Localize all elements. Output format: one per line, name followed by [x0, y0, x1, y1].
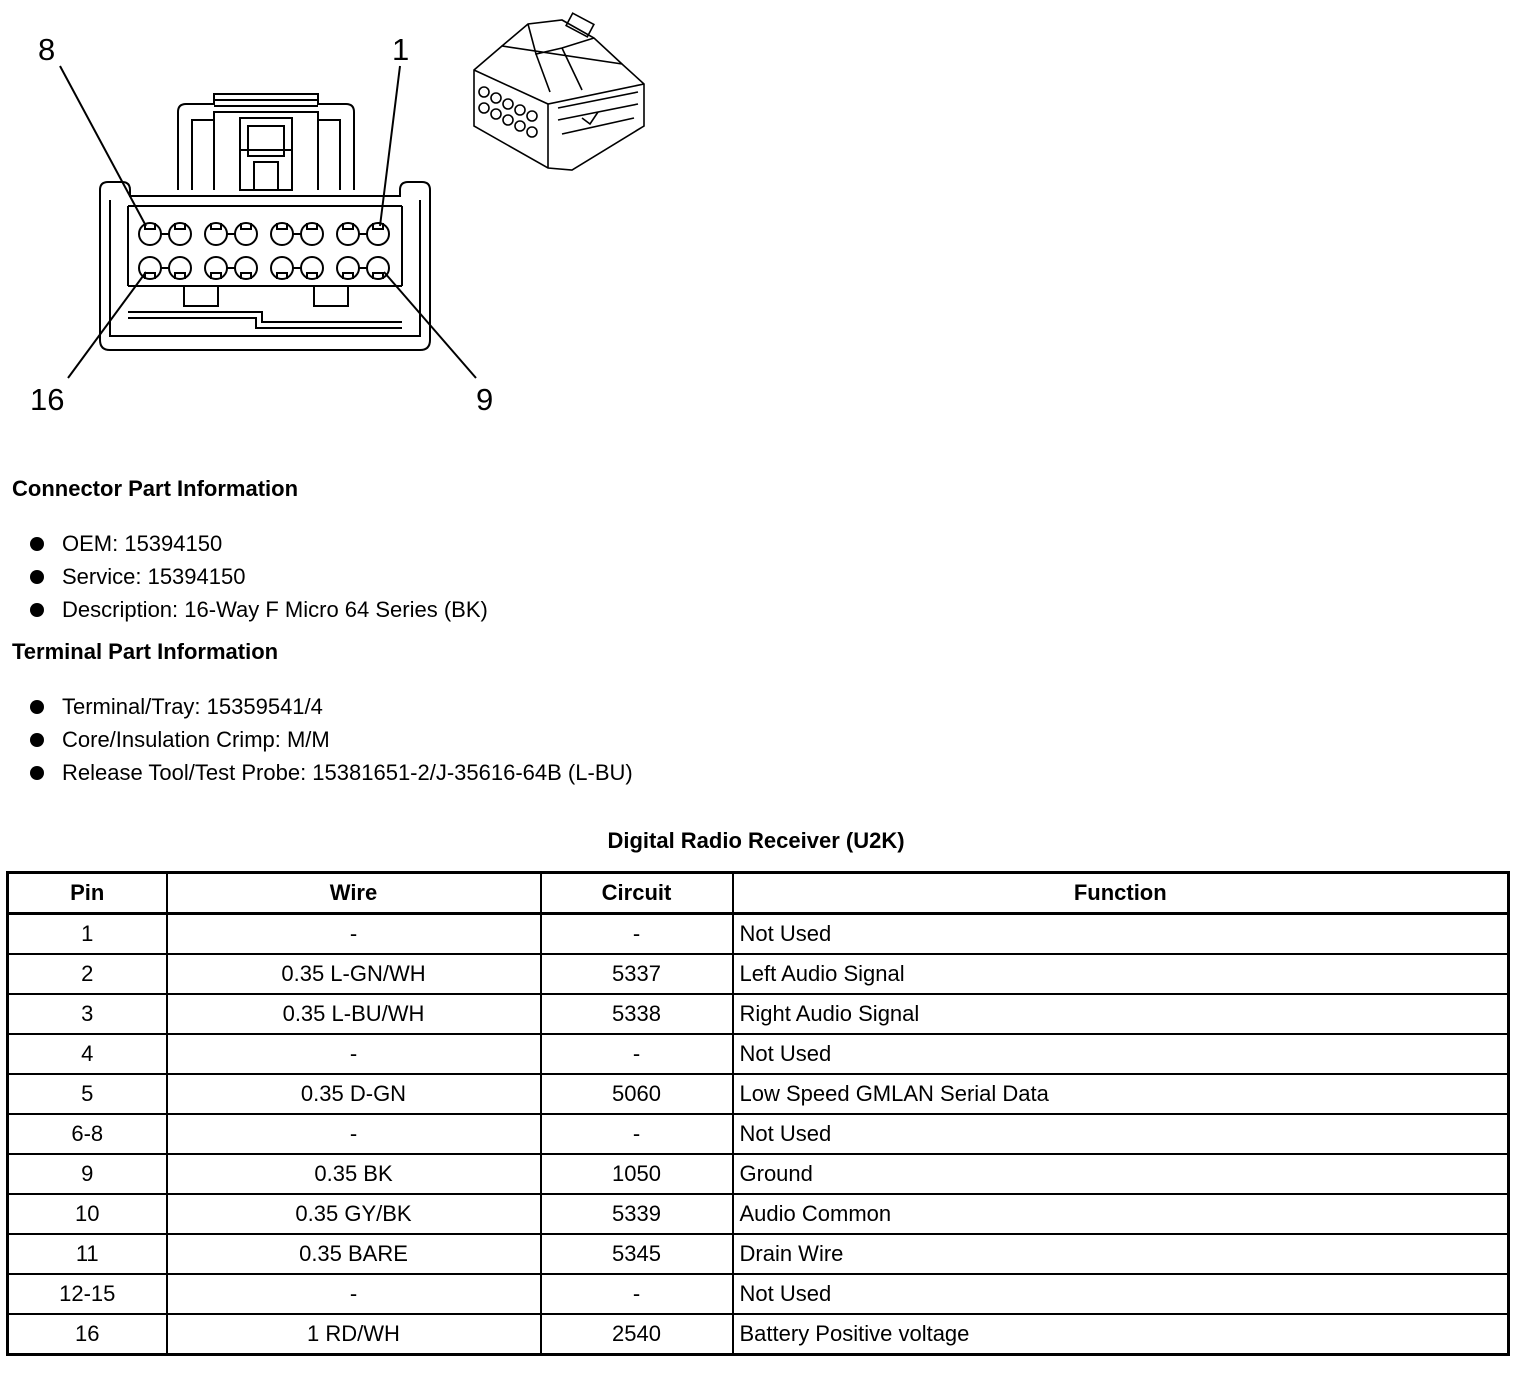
cell-wire: 0.35 D-GN — [167, 1074, 541, 1114]
cell-circuit: - — [541, 1034, 733, 1074]
cell-function: Drain Wire — [733, 1234, 1509, 1274]
terminal-cavity — [271, 223, 293, 245]
pinout-header-row — [8, 873, 1509, 914]
cell-wire: 0.35 GY/BK — [167, 1194, 541, 1234]
terminal-cavity — [235, 223, 257, 245]
cell-pin: 2 — [8, 954, 167, 994]
pinout-table — [6, 871, 1510, 1356]
cell-pin: 4 — [8, 1034, 167, 1074]
table-row — [8, 1074, 1509, 1114]
cell-circuit: 5338 — [541, 994, 733, 1034]
terminal-cavity — [169, 223, 191, 245]
cell-circuit: - — [541, 914, 733, 955]
connector-body — [100, 182, 430, 350]
cell-pin: 10 — [8, 1194, 167, 1234]
header-pin: Pin — [8, 873, 167, 914]
connector-body-inner — [110, 200, 420, 336]
cell-function: Right Audio Signal — [733, 994, 1509, 1034]
cell-wire: 1 RD/WH — [167, 1314, 541, 1355]
connector-3d-view — [462, 8, 662, 183]
cell-circuit: - — [541, 1114, 733, 1154]
cell-pin: 9 — [8, 1154, 167, 1194]
connector-part-info-heading: Connector Part Information — [12, 476, 299, 501]
cell-pin: 5 — [8, 1074, 167, 1114]
cell-wire: - — [167, 1114, 541, 1154]
terminal-cavity — [337, 257, 359, 279]
table-row — [8, 1194, 1509, 1234]
connector-face-diagram — [0, 0, 520, 440]
terminal-info-release-tool: Release Tool/Test Probe: 15381651-2/J-35616-64B (L-BU) — [28, 756, 633, 789]
header-wire: Wire — [167, 873, 541, 914]
cell-pin: 3 — [8, 994, 167, 1034]
terminal-cavity — [169, 257, 191, 279]
terminal-part-info-list — [28, 690, 633, 789]
cell-circuit: - — [541, 1274, 733, 1314]
terminal-cavity — [337, 223, 359, 245]
terminal-cavity — [301, 223, 323, 245]
cell-function: Left Audio Signal — [733, 954, 1509, 994]
cell-function: Audio Common — [733, 1194, 1509, 1234]
callout-pin-1: 1 — [392, 32, 410, 67]
cell-circuit: 5339 — [541, 1194, 733, 1234]
callout-line-pin-8 — [60, 66, 146, 226]
table-row — [8, 1034, 1509, 1074]
cell-wire: - — [167, 1034, 541, 1074]
cell-pin: 12-15 — [8, 1274, 167, 1314]
table-row — [8, 1314, 1509, 1355]
cell-wire: - — [167, 1274, 541, 1314]
header-function: Function — [733, 873, 1509, 914]
terminal-cavity — [367, 257, 389, 279]
callout-line-pin-16 — [68, 272, 146, 378]
cell-circuit: 5345 — [541, 1234, 733, 1274]
terminal-cavity — [367, 223, 389, 245]
cell-function: Not Used — [733, 1034, 1509, 1074]
cell-wire: 0.35 BK — [167, 1154, 541, 1194]
terminal-cavity — [301, 257, 323, 279]
table-row — [8, 1114, 1509, 1154]
table-row — [8, 994, 1509, 1034]
callout-pin-16: 16 — [30, 382, 65, 417]
table-row — [8, 1274, 1509, 1314]
connector-latch — [178, 94, 354, 190]
cell-circuit: 5060 — [541, 1074, 733, 1114]
cell-function: Battery Positive voltage — [733, 1314, 1509, 1355]
callout-line-pin-1 — [380, 66, 400, 226]
table-row — [8, 954, 1509, 994]
terminal-cavity — [271, 257, 293, 279]
terminal-info-crimp: Core/Insulation Crimp: M/M — [28, 723, 633, 756]
terminal-cavity — [205, 223, 227, 245]
connector-info-description: Description: 16-Way F Micro 64 Series (BK) — [28, 593, 488, 626]
connector-info-service: Service: 15394150 — [28, 560, 488, 593]
cell-wire: 0.35 BARE — [167, 1234, 541, 1274]
cell-pin: 1 — [8, 914, 167, 955]
table-row — [8, 1234, 1509, 1274]
terminal-info-tray: Terminal/Tray: 15359541/4 — [28, 690, 633, 723]
callout-pin-8: 8 — [38, 32, 56, 67]
terminal-cavities — [139, 223, 389, 279]
terminal-part-info-heading: Terminal Part Information — [12, 639, 279, 664]
table-row — [8, 914, 1509, 955]
terminal-cavity — [205, 257, 227, 279]
cell-pin: 6-8 — [8, 1114, 167, 1154]
cell-pin: 11 — [8, 1234, 167, 1274]
terminal-cavity — [235, 257, 257, 279]
table-row — [8, 1154, 1509, 1194]
cell-function: Low Speed GMLAN Serial Data — [733, 1074, 1509, 1114]
callout-pin-9: 9 — [476, 382, 494, 417]
cell-function: Not Used — [733, 914, 1509, 955]
cell-function: Not Used — [733, 1274, 1509, 1314]
cell-circuit: 5337 — [541, 954, 733, 994]
pinout-table-body — [8, 914, 1509, 1355]
cell-wire: - — [167, 914, 541, 955]
cell-pin: 16 — [8, 1314, 167, 1355]
connector-part-info-list — [28, 527, 488, 626]
connector-lower-tab — [184, 286, 218, 306]
cell-wire: 0.35 L-BU/WH — [167, 994, 541, 1034]
cell-function: Not Used — [733, 1114, 1509, 1154]
cell-circuit: 2540 — [541, 1314, 733, 1355]
pinout-table-title: Digital Radio Receiver (U2K) — [607, 828, 905, 853]
connector-lower-tab — [314, 286, 348, 306]
terminal-cavity — [139, 223, 161, 245]
connector-info-oem: OEM: 15394150 — [28, 527, 488, 560]
cell-function: Ground — [733, 1154, 1509, 1194]
cell-circuit: 1050 — [541, 1154, 733, 1194]
header-circuit: Circuit — [541, 873, 733, 914]
cell-wire: 0.35 L-GN/WH — [167, 954, 541, 994]
